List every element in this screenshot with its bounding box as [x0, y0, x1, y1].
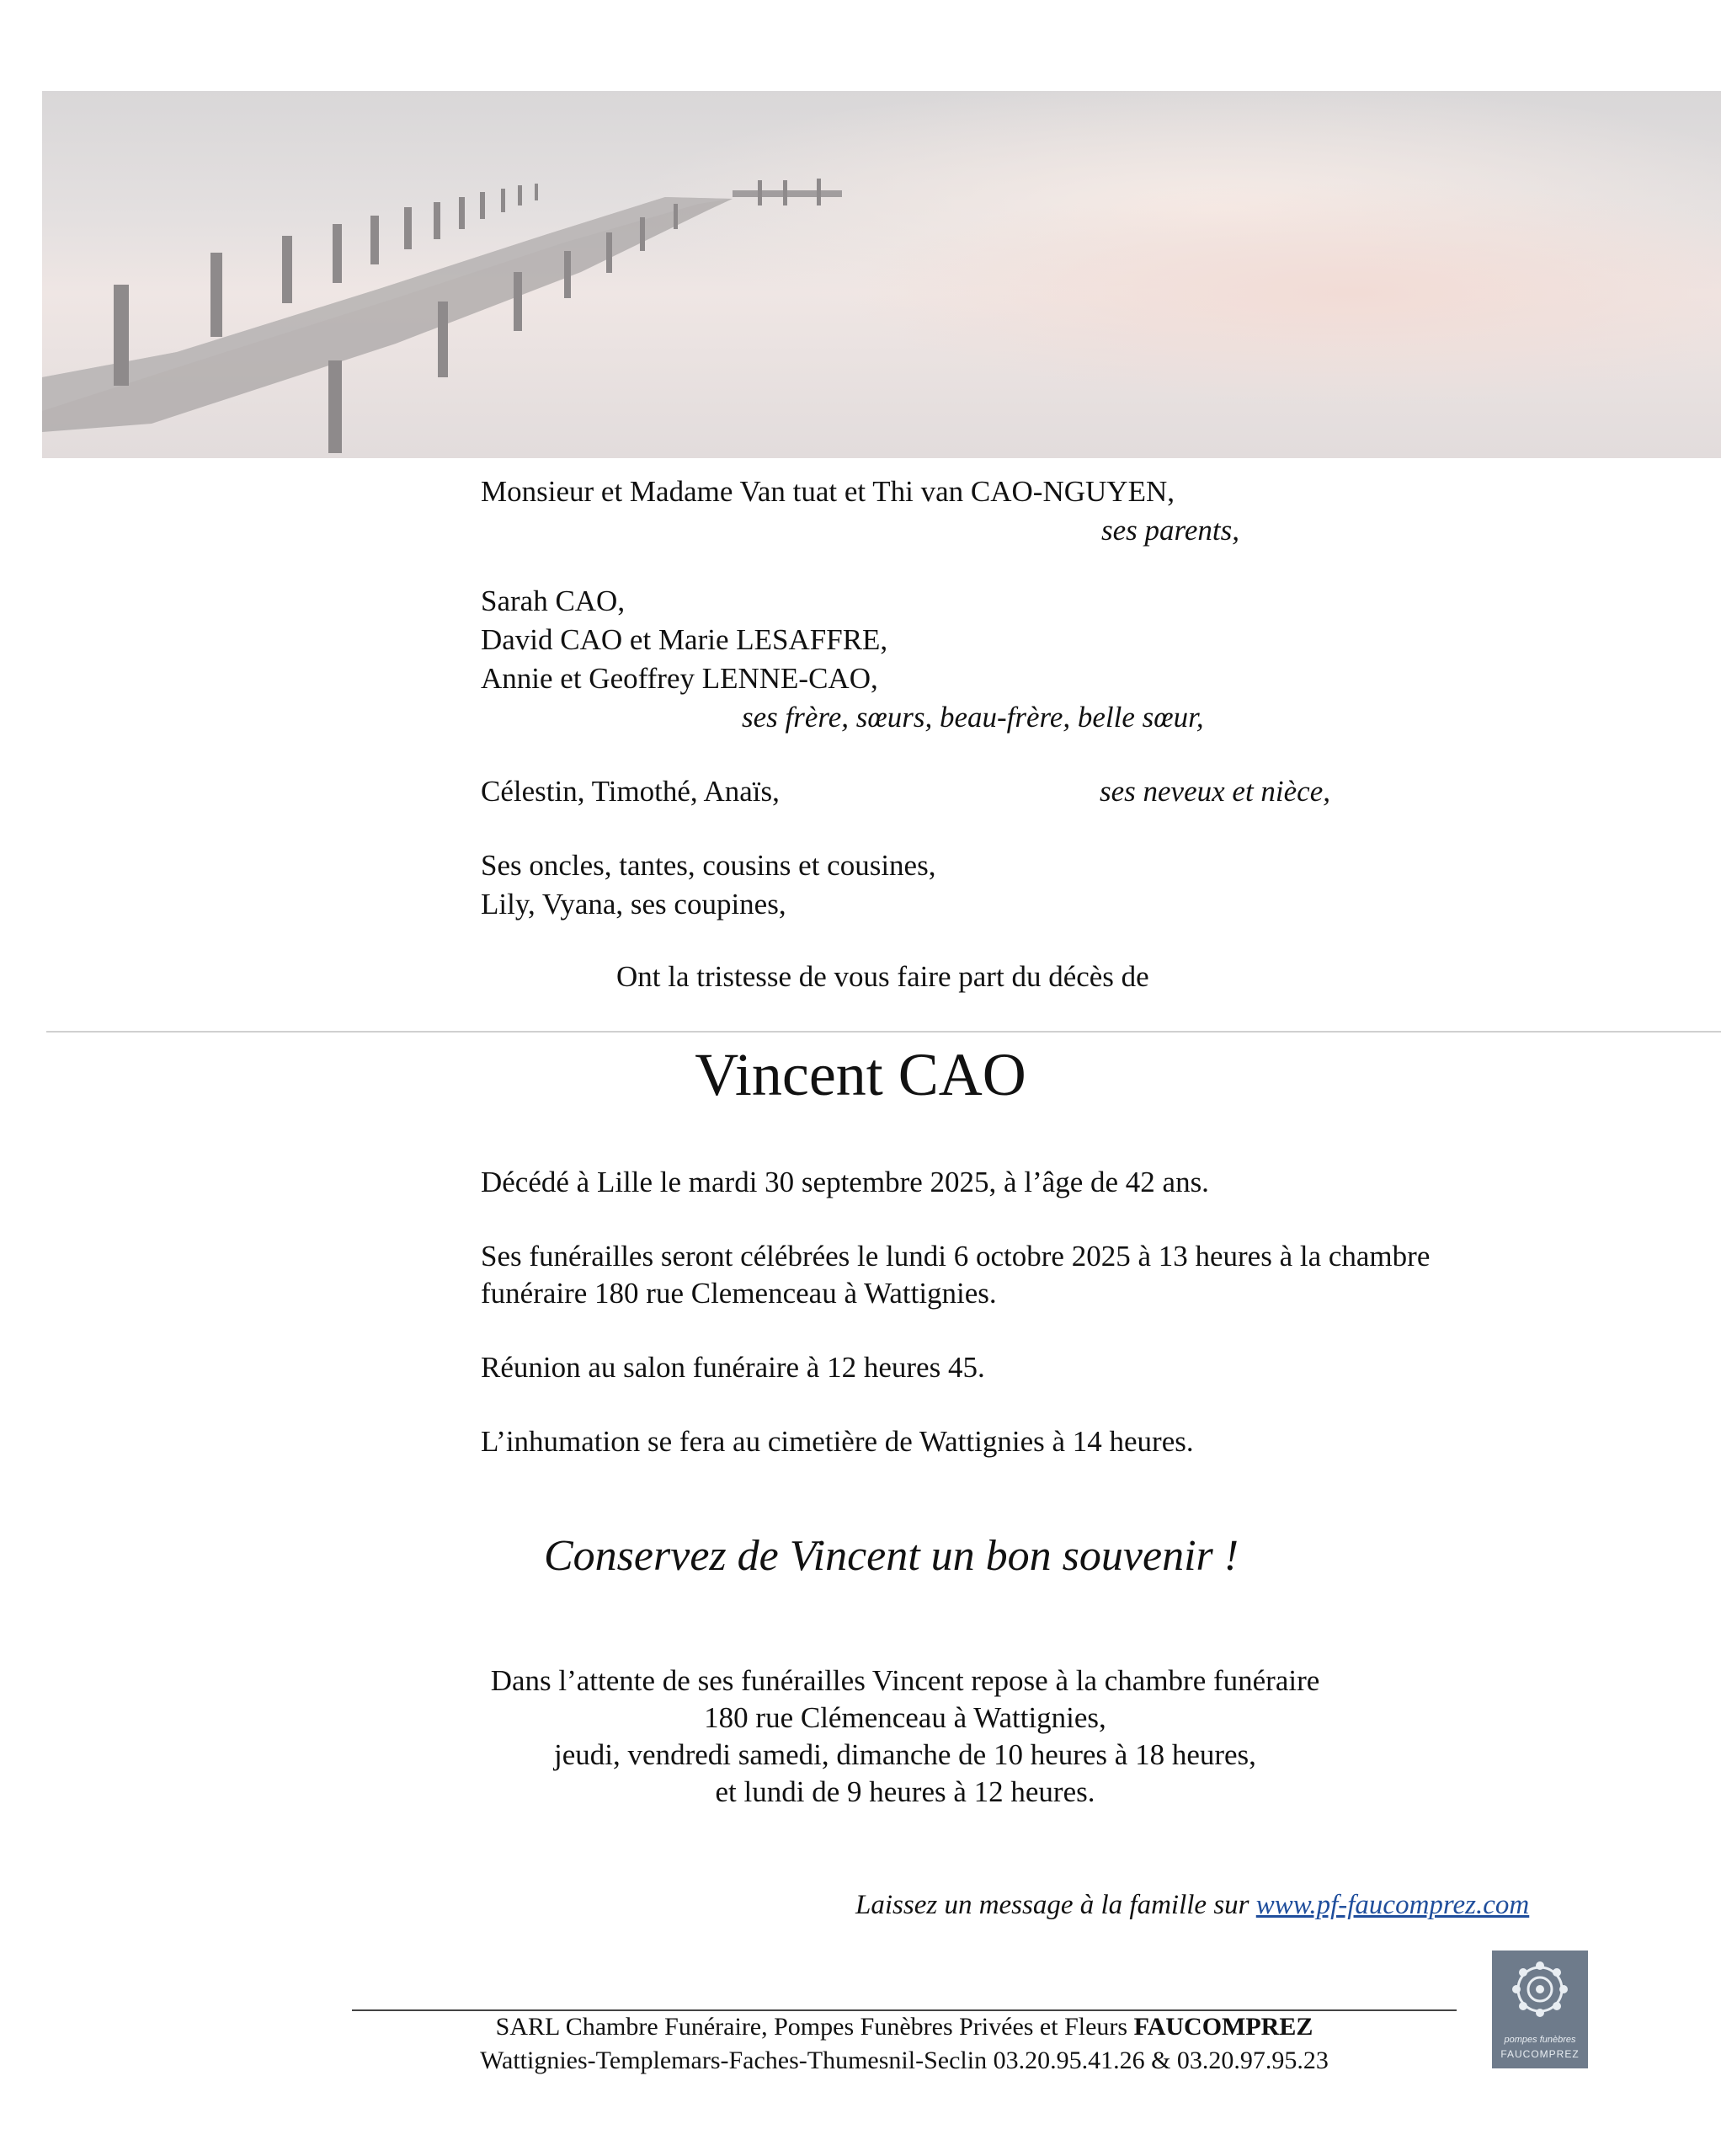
visitation-line: et lundi de 9 heures à 12 heures. — [715, 1775, 1095, 1808]
family-message — [855, 1886, 1529, 1924]
section-divider — [46, 1031, 1721, 1033]
funeral-details-line: Ses funérailles seront célébrées le lundi 6 octobre 2025 à 13 heures à la chambre — [481, 1240, 1431, 1273]
family-message-text: Laissez un message à la famille sur — [855, 1890, 1249, 1920]
burial-details: L’inhumation se fera au cimetière de Wattignies à 14 heures. — [481, 1425, 1194, 1458]
logo-script: pompes funèbres — [1504, 2035, 1576, 2045]
footer-contact: Wattignies-Templemars-Faches-Thumesnil-Seclin 03.20.95.41.26 & 03.20.97.95.23 — [480, 2047, 1329, 2074]
visitation-line: 180 rue Clémenceau à Wattignies, — [704, 1701, 1106, 1734]
remembrance-quote: Conservez de Vincent un bon souvenir ! — [544, 1532, 1239, 1580]
siblings-relation: ses frère, sœurs, beau-frère, belle sœur, — [742, 701, 1204, 734]
deceased-name: Vincent CAO — [695, 1041, 1026, 1108]
website-link[interactable]: www.pf-faucomprez.com — [1255, 1890, 1530, 1920]
footer-company — [352, 2011, 1457, 2043]
parents-names: Monsieur et Madame Van tuat et Thi van CAO-NGUYEN, — [481, 475, 1175, 508]
sibling-line: Sarah CAO, — [481, 584, 626, 617]
other-relatives-line: Lily, Vyana, ses coupines, — [481, 888, 786, 921]
logo-brand: FAUCOMPREZ — [1500, 2048, 1580, 2060]
nephews-names: Célestin, Timothé, Anaïs, — [481, 775, 780, 808]
death-details: Décédé à Lille le mardi 30 septembre 2025, à l’âge de 42 ans. — [481, 1166, 1209, 1198]
visitation-line: Dans l’attente de ses funérailles Vincent repose à la chambre funéraire — [490, 1664, 1320, 1697]
sibling-line: Annie et Geoffrey LENNE-CAO, — [481, 662, 878, 695]
reunion-details: Réunion au salon funéraire à 12 heures 45. — [481, 1351, 985, 1384]
nephews-relation: ses neveux et nièce, — [1100, 775, 1331, 808]
flower-emblem-icon — [1492, 1951, 1588, 2026]
footer-brand: FAUCOMPREZ — [1133, 2013, 1313, 2041]
header-pier-photo — [42, 91, 1721, 458]
faucomprez-logo — [1492, 1951, 1588, 2068]
announcement-text: Ont la tristesse de vous faire part du décès de — [616, 960, 1149, 993]
visitation-line: jeudi, vendredi samedi, dimanche de 10 heures à 18 heures, — [554, 1738, 1256, 1771]
footer-company-text: SARL Chambre Funéraire, Pompes Funèbres Privées et Fleurs — [495, 2013, 1128, 2041]
other-relatives-line: Ses oncles, tantes, cousins et cousines, — [481, 849, 936, 882]
funeral-details-line: funéraire 180 rue Clemenceau à Wattignies. — [481, 1277, 997, 1310]
sibling-line: David CAO et Marie LESAFFRE, — [481, 623, 888, 656]
parents-relation: ses parents, — [1101, 514, 1239, 547]
